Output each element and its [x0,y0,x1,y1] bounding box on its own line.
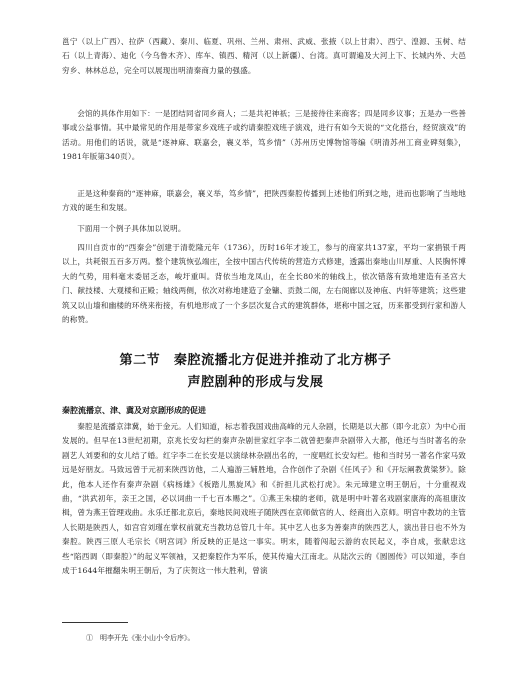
section-title-line-1: 第二节 秦腔流播北方促进并推动了北方梆子 [119,353,392,368]
footnote-divider [62,622,128,623]
subsection-heading: 秦腔流播京、津、冀及对京剧形成的促进 [62,406,206,415]
paragraph-guild-functions: 会馆的具体作用如下：一是团结同省同乡商人；二是共祀神祇；三是接待往来商客；四是同乡议事；五是办一些善事或公益事情。其中最常见的作用是带家乡戏班子或约请秦腔戏班子演戏，进行有如今天说的“文化搭台，经贸演戏”的活动。用他们的话说，就是“逐神麻、联嘉会，襄义举，笃乡情”（苏州历史博物馆等编《明清苏州工商业碑刻集》，1981年版第340页）。 [62,109,466,162]
section-title-line-2: 声腔剧种的形成与发展 [187,375,324,390]
paragraph-spread-of-qinqiang: 正是这种秦商的“逐神麻，联嘉会，襄义举，笃乡情”，把陕西秦腔传播到上述他们所到之地，进而也影响了当地地方戏的诞生和发展。 [62,189,466,213]
paragraph-xiqin-guild: 四川自贡市的“西秦会”创建于清乾隆元年（1736），历时16年才竣工，参与的商家共137家，平均一家捐银千两以上，共耗银五百多万两。整个建筑恢弘端庄，全按中国古代传统的营造方式修建，透露出秦地山川厚重、人民胸怀博大的气势，用料毫末委屈乏态，峻圩重叫。背依当地龙凤山，在全长80米的轴线上，依次错落有致地建造有圣宫大门、献技楼、大观楼和正殿；轴线两侧，依次对称地建造了金镛、贡鼓二阁，左右阁廊以及神庖、内轩等建筑；这些建筑又以山墙和幽楼的环绕来衔接，有机地形成了一个多层次复合式的建筑群体，堪称中国之冠，历来都受到行家和游人的称赞。 [62,243,466,325]
paragraph-qinqiang-in-beijing: 秦腔是流播京津冀，始于金元。人们知道，标志着我国戏曲高峰的元人杂剧，长期是以大都（即今北京）为中心而发展的。但早在13世纪初期，京兆长安勾栏的秦声杂剧世家红字李二就曾把秦声杂剧带入大都，他还与当时著名的杂剧艺人刘要和的女儿结了婚。红字李二在长安是以演绿林杂剧出名的，一度唱红长安勾栏。他和当时另一著名作家马致远是好朋友。马致远曾于元初来陕西访他，二人遍游三辅胜地，合作创作了杂剧《任风子》和《开坛阐教黄粱梦》。除此，他本人还作有秦声杂剧《病杨雄》《板踏儿黑旋风》和《折担儿武松打虎》。朱元璋建立明王朝后，十分重视戏曲，“洪武初年，亲王之国，必以词曲一千七百本赐之”。①燕王朱棣的老师，就是明中叶著名戏剧家康海的高祖康汝楫，曾为燕王管理戏曲。永乐迁都北京后，秦地民间戏班子随陕西在京师做官的人、经商出入京师。明宫中教坊的主管人长期是陕西人，如宫官刘瑾在掌权前就充当教坊总管几十年。其中艺人也多为善秦声的陕西艺人，演出昔日也不外为秦腔。陕西三原人毛宗长《明宫词》所反映的正是这一事实。明末，随着闯起云游的农民起义，李自成，张献忠这些“陷西调（即秦腔）”的起义军领袖，又把秦腔作为军乐，使其传遍大江南北。从陆次云的《圆圆传》可以知道，李自成于1644年摧翻朱明王朝后，为了庆贺这一伟大胜利，曾演 [62,422,466,576]
paragraph-example-intro: 下面用一个例子具体加以说明。 [77,224,186,233]
footnote: ① 明李开先《张小山小令后序》。 [86,634,195,642]
paragraph-merchant-guilds-locations: 邕宁（以上广西）、拉萨（西藏）、秦川、临夏、巩州、兰州、肃州、武威、张掖（以上甘肃）、西宁、湟源、玉树、结石（以上青海）、迪化（今乌鲁木齐）、库车、镇西、精河（以上新疆）、台湾。真可谓遍及大河上下、长城内外、大邑穷乡、林林总总，完全可以展现出明清秦商力量的强盛。 [62,37,466,75]
